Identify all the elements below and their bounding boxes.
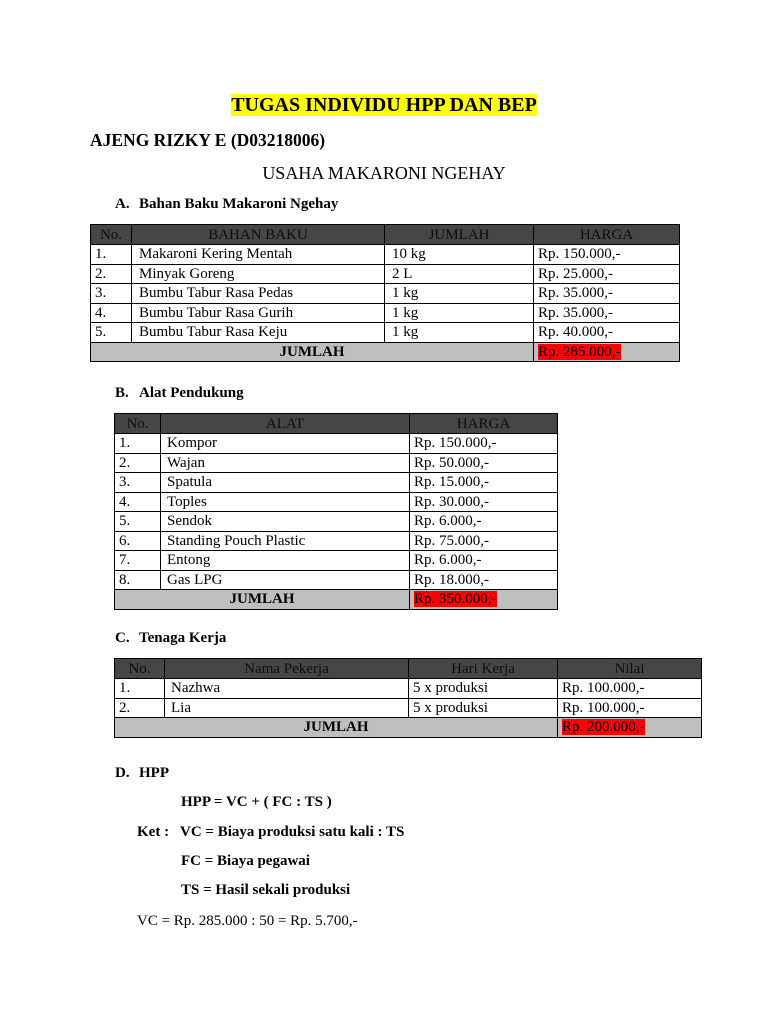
ket-item-vc: VC = Biaya produksi satu kali : TS bbox=[180, 824, 405, 840]
cell-jumlah: 1 kg bbox=[385, 303, 534, 323]
total-value-cell bbox=[558, 718, 702, 738]
table-row bbox=[115, 531, 558, 551]
cell-jumlah: 10 kg bbox=[385, 245, 534, 265]
column-header-alat: ALAT bbox=[161, 414, 410, 434]
cell-nama-pekerja: Nazhwa bbox=[165, 679, 409, 699]
table-row bbox=[115, 570, 558, 590]
section-a-heading bbox=[115, 195, 338, 213]
section-title: HPP bbox=[139, 765, 169, 781]
total-value-cell bbox=[534, 342, 680, 362]
cell-no: 1. bbox=[91, 245, 132, 265]
cell-no: 5. bbox=[91, 323, 132, 343]
ket-item-ts: TS = Hasil sekali produksi bbox=[181, 882, 351, 898]
cell-harga: Rp. 6.000,- bbox=[410, 551, 558, 571]
section-letter: B. bbox=[115, 385, 129, 401]
cell-nama-pekerja: Lia bbox=[165, 698, 409, 718]
cell-no: 8. bbox=[115, 570, 161, 590]
cell-harga: Rp. 30.000,- bbox=[410, 492, 558, 512]
cell-alat: Standing Pouch Plastic bbox=[161, 531, 410, 551]
cell-no: 5. bbox=[115, 512, 161, 532]
column-header-hari-kerja: Hari Kerja bbox=[409, 659, 558, 679]
cell-nilai: Rp. 100.000,- bbox=[558, 679, 702, 699]
total-value: Rp. 350.000,- bbox=[414, 591, 497, 608]
cell-bahan-baku: Minyak Goreng bbox=[132, 264, 385, 284]
alat-pendukung-table bbox=[114, 413, 558, 610]
table-header-row bbox=[115, 414, 558, 434]
total-value-cell bbox=[410, 590, 558, 610]
column-header-no: No. bbox=[115, 414, 161, 434]
cell-alat: Kompor bbox=[161, 434, 410, 454]
cell-no: 1. bbox=[115, 679, 165, 699]
cell-no: 4. bbox=[115, 492, 161, 512]
column-header-bahan-baku: BAHAN BAKU bbox=[132, 225, 385, 245]
cell-no: 2. bbox=[91, 264, 132, 284]
cell-no: 3. bbox=[91, 284, 132, 304]
column-header-harga: HARGA bbox=[534, 225, 680, 245]
total-value: Rp. 285.000,- bbox=[538, 343, 621, 360]
cell-alat: Spatula bbox=[161, 473, 410, 493]
section-letter: C. bbox=[115, 630, 130, 646]
total-label: JUMLAH bbox=[91, 342, 534, 362]
total-row bbox=[115, 590, 558, 610]
total-label: JUMLAH bbox=[115, 590, 410, 610]
cell-harga: Rp. 18.000,- bbox=[410, 570, 558, 590]
table-row bbox=[115, 679, 702, 699]
section-d-heading bbox=[115, 764, 169, 782]
cell-harga: Rp. 15.000,- bbox=[410, 473, 558, 493]
cell-harga: Rp. 25.000,- bbox=[534, 264, 680, 284]
table-header-row bbox=[91, 225, 680, 245]
column-header-nilai: Nilai bbox=[558, 659, 702, 679]
total-value: Rp. 200.000,- bbox=[562, 719, 645, 736]
section-b-heading bbox=[115, 384, 244, 402]
column-header-harga: HARGA bbox=[410, 414, 558, 434]
tenaga-kerja-table bbox=[114, 658, 702, 738]
section-c-heading bbox=[115, 629, 226, 647]
cell-no: 7. bbox=[115, 551, 161, 571]
table-row bbox=[91, 245, 680, 265]
cell-hari-kerja: 5 x produksi bbox=[409, 679, 558, 699]
cell-harga: Rp. 75.000,- bbox=[410, 531, 558, 551]
author-name: AJENG RIZKY E (D03218006) bbox=[90, 130, 326, 150]
cell-bahan-baku: Bumbu Tabur Rasa Pedas bbox=[132, 284, 385, 304]
cell-jumlah: 2 L bbox=[385, 264, 534, 284]
cell-harga: Rp. 40.000,- bbox=[534, 323, 680, 343]
cell-bahan-baku: Makaroni Kering Mentah bbox=[132, 245, 385, 265]
cell-harga: Rp. 35.000,- bbox=[534, 303, 680, 323]
cell-harga: Rp. 150.000,- bbox=[534, 245, 680, 265]
table-row bbox=[91, 284, 680, 304]
table-row bbox=[115, 698, 702, 718]
cell-harga: Rp. 6.000,- bbox=[410, 512, 558, 532]
document-title bbox=[0, 94, 768, 117]
total-row bbox=[115, 718, 702, 738]
cell-alat: Toples bbox=[161, 492, 410, 512]
cell-alat: Entong bbox=[161, 551, 410, 571]
table-row bbox=[91, 323, 680, 343]
cell-no: 1. bbox=[115, 434, 161, 454]
table-row bbox=[115, 473, 558, 493]
cell-alat: Sendok bbox=[161, 512, 410, 532]
table-row bbox=[115, 453, 558, 473]
cell-harga: Rp. 150.000,- bbox=[410, 434, 558, 454]
table-row bbox=[115, 492, 558, 512]
section-letter: A. bbox=[115, 196, 130, 212]
cell-harga: Rp. 35.000,- bbox=[534, 284, 680, 304]
cell-jumlah: 1 kg bbox=[385, 323, 534, 343]
column-header-no: No. bbox=[91, 225, 132, 245]
cell-alat: Gas LPG bbox=[161, 570, 410, 590]
column-header-jumlah: JUMLAH bbox=[385, 225, 534, 245]
section-title: Alat Pendukung bbox=[139, 385, 244, 401]
column-header-no: No. bbox=[115, 659, 165, 679]
table-header-row bbox=[115, 659, 702, 679]
section-title: Bahan Baku Makaroni Ngehay bbox=[139, 196, 339, 212]
total-label: JUMLAH bbox=[115, 718, 558, 738]
business-name: USAHA MAKARONI NGEHAY bbox=[262, 163, 506, 183]
cell-hari-kerja: 5 x produksi bbox=[409, 698, 558, 718]
section-letter: D. bbox=[115, 765, 130, 781]
vc-calculation: VC = Rp. 285.000 : 50 = Rp. 5.700,- bbox=[137, 913, 358, 929]
cell-no: 3. bbox=[115, 473, 161, 493]
cell-no: 6. bbox=[115, 531, 161, 551]
cell-no: 2. bbox=[115, 698, 165, 718]
cell-bahan-baku: Bumbu Tabur Rasa Gurih bbox=[132, 303, 385, 323]
bahan-baku-table bbox=[90, 224, 680, 362]
table-row bbox=[115, 512, 558, 532]
table-row bbox=[115, 434, 558, 454]
cell-jumlah: 1 kg bbox=[385, 284, 534, 304]
document-title-text: TUGAS INDIVIDU HPP DAN BEP bbox=[231, 94, 537, 116]
cell-no: 4. bbox=[91, 303, 132, 323]
ket-label: Ket : bbox=[137, 824, 170, 840]
cell-bahan-baku: Bumbu Tabur Rasa Keju bbox=[132, 323, 385, 343]
cell-no: 2. bbox=[115, 453, 161, 473]
hpp-formula: HPP = VC + ( FC : TS ) bbox=[181, 794, 332, 810]
cell-harga: Rp. 50.000,- bbox=[410, 453, 558, 473]
table-row bbox=[91, 264, 680, 284]
section-title: Tenaga Kerja bbox=[139, 630, 227, 646]
cell-nilai: Rp. 100.000,- bbox=[558, 698, 702, 718]
column-header-nama-pekerja: Nama Pekerja bbox=[165, 659, 409, 679]
table-row bbox=[115, 551, 558, 571]
table-row bbox=[91, 303, 680, 323]
cell-alat: Wajan bbox=[161, 453, 410, 473]
total-row bbox=[91, 342, 680, 362]
ket-item-fc: FC = Biaya pegawai bbox=[181, 853, 310, 869]
